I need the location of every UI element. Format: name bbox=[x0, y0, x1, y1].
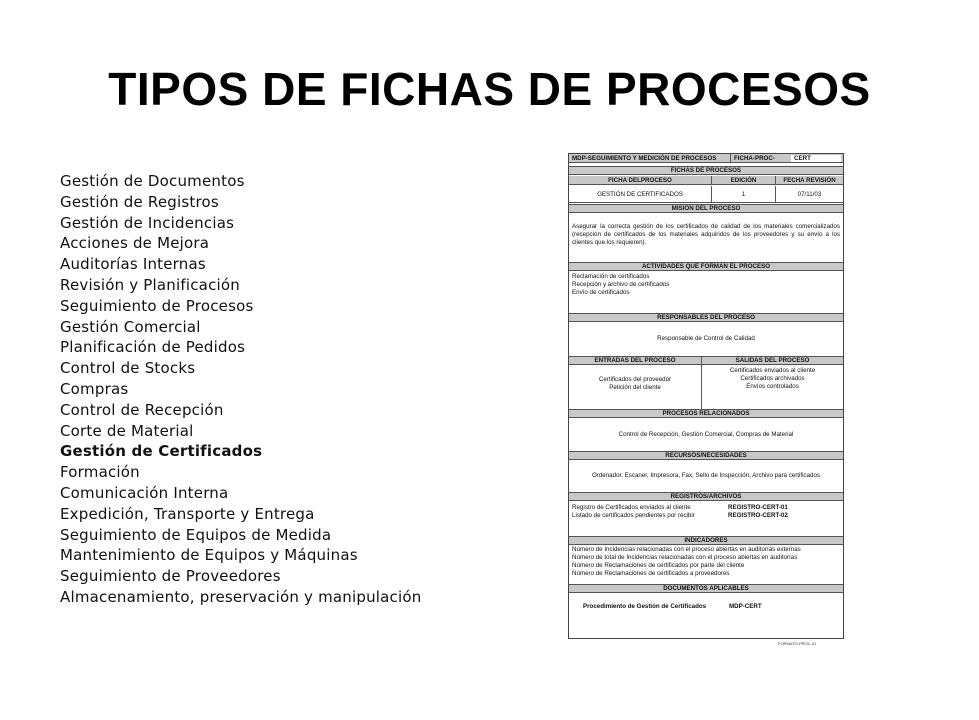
list-item: Revisión y Planificación bbox=[60, 275, 240, 294]
list-item: Corte de Material bbox=[60, 421, 194, 440]
registro-row bbox=[572, 512, 840, 520]
val-fecha: 07/11/03 bbox=[797, 191, 822, 198]
form-top-row bbox=[569, 154, 843, 163]
val-edicion: 1 bbox=[712, 186, 776, 202]
list-item: Gestión de Incidencias bbox=[60, 213, 235, 232]
registro-name: Registro de Certificados enviados al cliente bbox=[572, 504, 691, 511]
page-title: TIPOS DE FICHAS DE PROCESOS bbox=[108, 63, 871, 115]
responsables-header: RESPONSABLES DEL PROCESO bbox=[569, 313, 843, 322]
list-item: Mantenimiento de Equipos y Máquinas bbox=[60, 546, 358, 565]
indicador-item: Número de total de Incidencias relacionadas con el proceso abiertas en auditorías bbox=[572, 554, 798, 561]
list-item: Gestión de Registros bbox=[60, 192, 219, 211]
list-item: Formación bbox=[60, 463, 140, 482]
indicador-item: Número de Reclamaciones de certificados por parte del cliente bbox=[572, 562, 745, 569]
indicador-item: Número de Reclamaciones de certificados a proveedores bbox=[572, 570, 730, 577]
entrada-item: Petición del cliente bbox=[609, 384, 661, 391]
recursos-header: RECURSOS/NECESIDADES bbox=[569, 451, 843, 460]
list-item: Almacenamiento, preservación y manipulación bbox=[60, 587, 422, 606]
list-item-active: Gestión de Certificados bbox=[60, 442, 263, 461]
entradas-salidas-body bbox=[569, 365, 843, 409]
indicadores-header: INDICADORES bbox=[569, 536, 843, 545]
form-top-left: MDP-SEGUIMIENTO Y MEDICIÓN DE PROCESOS bbox=[569, 154, 731, 162]
ficha-values-row bbox=[569, 186, 843, 203]
mision-text: Asegurar la correcta gestión de los certificados de calidad de los materiales comercializados (recepción de certificados de los materiales adquiridos de los proveedores y su envío a los clientes que los requieren). bbox=[572, 223, 840, 246]
col-ficha: FICHA DELPROCESO bbox=[569, 176, 712, 184]
list-item: Gestión de Documentos bbox=[60, 172, 245, 190]
list-item: Expedición, Transporte y Entrega bbox=[60, 504, 315, 523]
documento-code: MDP-CERT bbox=[729, 603, 762, 610]
form-top-mid: FICHA-PROC- bbox=[734, 155, 775, 162]
form-top-right: CERT bbox=[791, 155, 841, 162]
entradas-salidas-header bbox=[569, 356, 843, 365]
entrada-item: Certificados del proveedor bbox=[598, 376, 672, 383]
documento-name: Procedimiento de Gestión de Certificados bbox=[583, 603, 707, 610]
actividades-list bbox=[569, 271, 843, 311]
registro-name: Listado de certificados pendientes por recibir bbox=[572, 512, 695, 519]
actividad-item: Reclamación de certificados bbox=[572, 273, 650, 280]
list-item: Planificación de Pedidos bbox=[60, 338, 246, 357]
registros-header: REGISTROS/ARCHIVOS bbox=[569, 492, 843, 501]
list-item: Seguimiento de Procesos bbox=[60, 296, 254, 315]
col-fecha: FECHA REVISIÓN bbox=[783, 177, 836, 184]
process-list bbox=[60, 171, 421, 608]
actividades-header: ACTIVIDADES QUE FORMAN EL PROCESO bbox=[569, 262, 843, 271]
list-item: Compras bbox=[60, 379, 129, 398]
col-edicion: EDICIÓN bbox=[712, 176, 776, 184]
list-item: Gestión Comercial bbox=[60, 317, 201, 336]
salidas-list bbox=[702, 365, 843, 409]
ficha-columns-row bbox=[569, 176, 843, 185]
val-ficha: GESTIÓN DE CERTIFICADOS bbox=[569, 186, 712, 202]
registro-row bbox=[572, 504, 840, 512]
mision-header: MISIÓN DEL PROCESO bbox=[569, 204, 843, 213]
salida-item: Certificados enviados al cliente bbox=[729, 367, 816, 374]
indicador-item: Número de Incidencias relacionadas con el proceso abiertas en auditorías externas bbox=[572, 546, 801, 553]
registros-list bbox=[569, 502, 843, 532]
list-item: Acciones de Mejora bbox=[60, 234, 210, 253]
list-item: Comunicación Interna bbox=[60, 483, 229, 502]
list-item: Seguimiento de Proveedores bbox=[60, 567, 281, 586]
documento-row bbox=[569, 602, 843, 612]
relacionados-value: Control de Recepción, Gestión Comercial, Compras de Material bbox=[618, 431, 794, 438]
recursos-value: Ordenador, Escaner, Impresora, Fax, Sello de Inspección, Archivo para certificados bbox=[591, 472, 821, 479]
actividad-item: Recepción y archivo de certificados bbox=[572, 281, 670, 288]
list-item: Auditorías Internas bbox=[60, 255, 206, 274]
salida-item: Certificados archivados bbox=[740, 375, 805, 382]
responsable-value: Responsable de Control de Calidad bbox=[657, 335, 755, 342]
list-item: Seguimiento de Equipos de Medida bbox=[60, 525, 332, 544]
salidas-header: SALIDAS DEL PROCESO bbox=[735, 357, 810, 364]
indicadores-list bbox=[569, 545, 843, 585]
documentos-header: DOCUMENTOS APLICABLES bbox=[569, 584, 843, 593]
process-form-document bbox=[568, 153, 844, 639]
registro-code: REGISTRO-CERT-02 bbox=[728, 512, 788, 519]
form-footer-code: FORMATO-PROC-01 bbox=[778, 641, 817, 646]
fichas-header: FICHAS DE PROCESOS bbox=[569, 166, 843, 175]
entradas-list bbox=[569, 365, 702, 409]
list-item: Control de Stocks bbox=[60, 359, 196, 378]
relacionados-header: PROCESOS RELACIONADOS bbox=[569, 409, 843, 418]
salida-item: Envíos controlados bbox=[746, 383, 799, 390]
entradas-header: ENTRADAS DEL PROCESO bbox=[569, 357, 702, 364]
registro-code: REGISTRO-CERT-01 bbox=[728, 504, 788, 511]
list-item: Control de Recepción bbox=[60, 400, 224, 419]
actividad-item: Envío de certificados bbox=[572, 289, 630, 296]
